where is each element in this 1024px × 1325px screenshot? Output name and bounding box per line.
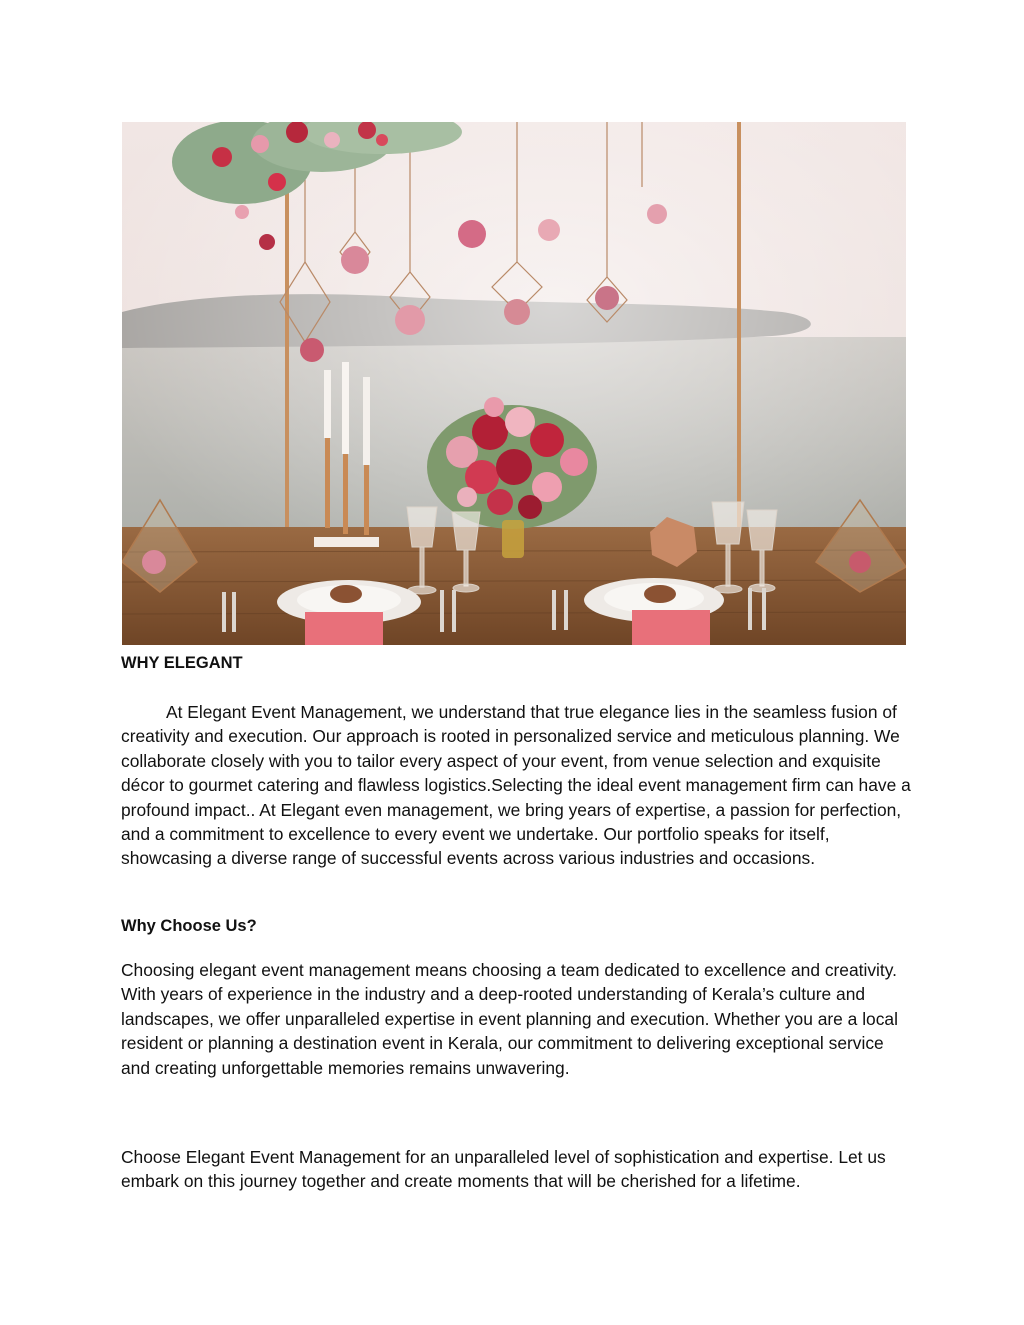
hanging-flower-1: [341, 246, 369, 274]
section-heading-why-elegant: WHY ELEGANT: [121, 654, 243, 672]
hanging-flower-8: [300, 338, 324, 362]
hanging-flower-6: [595, 286, 619, 310]
hanging-flower-4: [504, 299, 530, 325]
event-table-photo: [122, 122, 906, 645]
intro-paragraph: At Elegant Event Management, we understand that true elegance lies in the seamless fusion of creativity and execution. Our approach is rooted in personalized service and meticulous planning. We collaborate closely with you to tailor every aspect of your event, from venue selection and exquisite décor to gourmet catering and flawless logistics.Selecting the ideal event management firm can have a profound impact.. At Elegant even management, we bring years of expertise, a passion for perfection, and a commitment to excellence to every event we undertake. Our portfolio speaks for itself, showcasing a diverse range of successful events across various industries and occasions.: [121, 702, 911, 869]
event-table-illustration: [122, 122, 906, 645]
hanging-flower-3: [458, 220, 486, 248]
section-heading-why-choose-us: Why Choose Us?: [121, 917, 257, 935]
copper-pole-right: [737, 122, 741, 532]
hanging-flower-5: [538, 219, 560, 241]
why-choose-paragraph: Choosing elegant event management means choosing a team dedicated to excellence and creativity. With years of experience in the industry and a deep-rooted understanding of Kerala’s culture and landscapes, we offer unparalleled expertise in event planning and execution. Whether you are a local resident or planning a destination event in Kerala, our commitment to delivering exceptional service and creating unforgettable memories remains unwavering.: [121, 960, 898, 1078]
hanging-flower-7: [647, 204, 667, 224]
hanging-flower-2: [395, 305, 425, 335]
closing-paragraph: Choose Elegant Event Management for an unparalleled level of sophistication and expertise. Let us embark on this journey together and create moments that will be cherished for a lifetime.: [121, 1147, 886, 1192]
